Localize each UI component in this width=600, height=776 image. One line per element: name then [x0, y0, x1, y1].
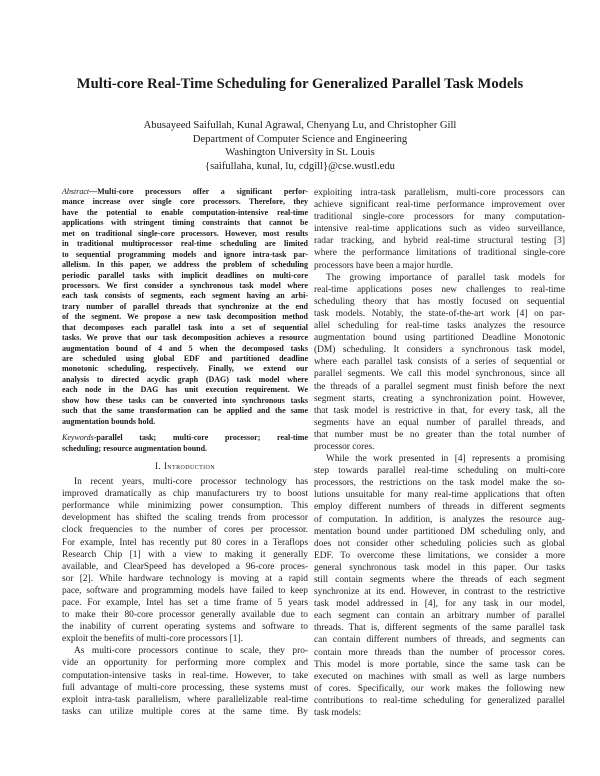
body-line: where each parallel task consists of a series of sequential or: [314, 357, 565, 368]
body-line: augmentation bound using partitioned Deadline Monotonic: [314, 333, 565, 344]
abstract-line: show how these tasks can be converted into synchronous tasks: [62, 395, 308, 405]
body-line: executed on machines with small as well as large numbers: [314, 671, 565, 682]
body-line: contributions to real-time scheduling for generalized parallel: [314, 695, 565, 706]
body-line: parallel segments. We call this model synchronous, since all: [314, 369, 565, 380]
abstract-line: augmentation bounds hold.: [62, 416, 156, 426]
body-line: the inability of current operating systems and software to: [62, 622, 308, 633]
abstract-line: periodic parallel tasks with implicit deadlines on multi-core: [62, 270, 308, 280]
abstract-line-0-text: —Multi-core processors offer a significant perfor-: [89, 187, 308, 196]
abstract-line: monotonic scheduling, respectively. Finally, we extend our: [62, 364, 308, 374]
body-line: synchronize at its end. However, in contrast to the restrictive: [314, 587, 565, 598]
abstract-line: augmentation bound of 4 and 5 when the decomposed tasks: [62, 343, 308, 353]
body-line: task models. Notably, the state-of-the-art work [4] on par-: [314, 308, 565, 319]
body-line: processor cores.: [314, 441, 375, 452]
body-line: sor [2]. While hardware technology is moving at a rapid: [62, 573, 308, 584]
abstract-line: applications with stringent timing constraints that cannot be: [62, 218, 308, 228]
body-line: threads. That is, different segments of the same parallel task: [314, 623, 565, 634]
introduction-body: [62, 476, 308, 718]
body-line: step towards parallel real-time scheduling on multi-core: [314, 466, 565, 477]
body-line: contain more threads than the number of processor cores.: [314, 647, 565, 658]
keywords-line: scheduling; resource augmentation bound.: [62, 443, 208, 453]
keywords-line: [62, 433, 308, 443]
abstract: [62, 187, 308, 454]
body-line: processors have been a major hurdle.: [314, 260, 454, 271]
abstract-line: are scheduled using global EDF and partitioned deadline: [62, 354, 308, 363]
body-line: full advantage of multi-core processing, these systems must: [62, 682, 308, 693]
body-line: performance while minimizing power consumption. This: [62, 501, 308, 512]
paper-title: Multi-core Real-Time Scheduling for Generalized Parallel Task Models: [76, 76, 524, 92]
body-line: development has shifted the scaling trends from processor: [62, 513, 308, 524]
abstract-line: allelism. In this paper, we address the problem of scheduling: [62, 260, 308, 270]
university: Washington University in St. Louis: [225, 147, 375, 159]
body-line: that task model is restrictive in that, for every task, all the: [314, 405, 565, 416]
author-names: Abusayeed Saifullah, Kunal Agrawal, Chenyang Lu, and Christopher Gill: [143, 120, 457, 131]
body-line: to make their 80-core processor generally available due to: [62, 610, 308, 621]
body-line: available, and ClearSpeed has developed a 96-core proces-: [62, 561, 308, 572]
abstract-line: analysis to directed acyclic graph (DAG) task model where: [62, 374, 308, 384]
body-line: As multi-core processors continue to scale, they pro-: [74, 646, 308, 657]
body-line: that number must be no greater than the total number of: [314, 429, 565, 440]
body-line: segment starts, creating a synchronization point. However,: [314, 393, 565, 404]
abstract-line: such that the same transformation can be applied and the same: [62, 406, 308, 416]
body-line: segments have an equal number of parallel threads, and: [314, 417, 565, 428]
body-line: task model addressed in [4], for any task in our model,: [314, 599, 565, 610]
body-line: The growing importance of parallel task models for: [326, 272, 565, 283]
body-line: each segment can contain an arbitrary number of parallel: [314, 611, 565, 622]
body-line: allel scheduling for real-time tasks analyzes the resource: [314, 321, 565, 332]
body-line: (DM) scheduling. It considers a synchronous task model,: [314, 345, 565, 356]
body-line: While the work presented in [4] represents a promising: [326, 454, 565, 465]
left-column: [62, 187, 308, 718]
body-line: exploiting intra-task parallelism, multi-core processors can: [314, 188, 565, 198]
body-line: of cores. Specifically, our work makes the following new: [314, 683, 565, 694]
body-line: radar tracking, and hybrid real-time structural testing [3]: [314, 236, 565, 247]
section-heading-introduction: I. Introduction: [154, 460, 216, 471]
body-line: pace, software and programming models have failed to keep: [62, 585, 308, 596]
keywords-line-0-text: -parallel task; multi-core processor; real-time: [93, 433, 308, 443]
body-line: real-time applications poses new challenges to real-time: [314, 284, 565, 295]
abstract-line: tasks. We prove that our task decomposition achieves a resource: [62, 333, 308, 343]
body-line: computation-intensive tasks in real-time. However, to take: [62, 670, 308, 681]
keywords-label: Keywords: [62, 433, 94, 443]
body-line: This model is more portable, since the same task can be: [314, 659, 565, 670]
abstract-line: each task consists of segments, each segment having an arbi-: [62, 291, 308, 301]
abstract-line: met on traditional single-core processors. However, most results: [62, 228, 308, 238]
abstract-label: Abstract: [62, 187, 90, 196]
body-line: still contain segments where the threads of each segment: [314, 575, 565, 585]
author-block: [0, 119, 600, 173]
body-line: vide an opportunity for performing more complex and: [62, 658, 308, 669]
body-line: intensive real-time applications such as video surveillance,: [314, 224, 565, 235]
abstract-line: [62, 187, 308, 197]
body-line: exploit intra-task parallelism, where parallelizable real-time: [62, 694, 308, 705]
abstract-line: of the segment. We propose a new task decomposition method: [62, 312, 308, 322]
abstract-line: have the potential to enable computation-intensive real-time: [62, 207, 308, 217]
body-line: EDF. To overcome these limitations, we consider a more: [314, 550, 565, 561]
body-line: traditional single-core processors for many computation-: [314, 212, 565, 223]
body-line: lutions unsuitable for many real-time applications that often: [314, 490, 565, 501]
body-line: does not consider other scheduling policies such as global: [314, 538, 565, 549]
right-column: [314, 187, 565, 719]
abstract-line: in traditional multiprocessor real-time scheduling are limited: [62, 239, 308, 249]
body-line: can contain different numbers of threads, and segments can: [314, 635, 565, 646]
body-line: mentation bound under partitioned DM scheduling only, and: [314, 526, 565, 537]
body-line: In recent years, multi-core processor technology has: [74, 477, 308, 488]
body-line: employ different numbers of threads in different segments: [314, 502, 565, 513]
body-line: the threads of a parallel segment must finish before the next: [314, 381, 565, 392]
body-line: processors, the restrictions on the task model make the so-: [314, 478, 565, 489]
body-line: of computation. In addition, is analyzes the resource aug-: [314, 514, 565, 525]
abstract-line: to sequential programming models and ignore intra-task par-: [62, 249, 308, 259]
abstract-line: each node in the DAG has unit execution requirement. We: [62, 385, 308, 395]
body-line: scheduling theory that has mostly focused on sequential: [314, 296, 565, 307]
abstract-line: trary number of parallel threads that synchronize at the end: [62, 301, 308, 311]
author-emails: {saifullaha, kunal, lu, cdgill}@cse.wustl.edu: [205, 160, 395, 172]
body-line: exploit the benefits of multi-core processors [1].: [62, 634, 243, 645]
affiliation: Department of Computer Science and Engineering: [192, 133, 408, 145]
abstract-line: that decomposes each parallel task into a set of sequential: [62, 322, 308, 332]
abstract-line: processors. We first consider a synchronous task model where: [62, 280, 308, 290]
body-line: clock frequencies to the number of cores per processor.: [62, 525, 308, 536]
body-line: achieve significant real-time performance improvement over: [314, 200, 565, 211]
body-line: improved dramatically as chip manufacturers try to boost: [62, 489, 308, 500]
body-line: general synchronous task model in this paper. Our tasks: [314, 562, 565, 573]
body-line: Research Chip [1] with a view to making it generally: [62, 549, 308, 560]
body-line: tasks can utilize multiple cores at the same time. By: [62, 706, 308, 717]
abstract-line: mance increase over single core processors. Therefore, they: [62, 197, 308, 207]
body-line: where the performance limitations of traditional single-core: [314, 248, 565, 259]
body-line: task models:: [314, 708, 362, 719]
body-line: pace. For example, Intel has set a time frame of 5 years: [62, 597, 308, 608]
body-line: For example, Intel has recently put 80 cores in a Teraflops: [62, 537, 308, 548]
